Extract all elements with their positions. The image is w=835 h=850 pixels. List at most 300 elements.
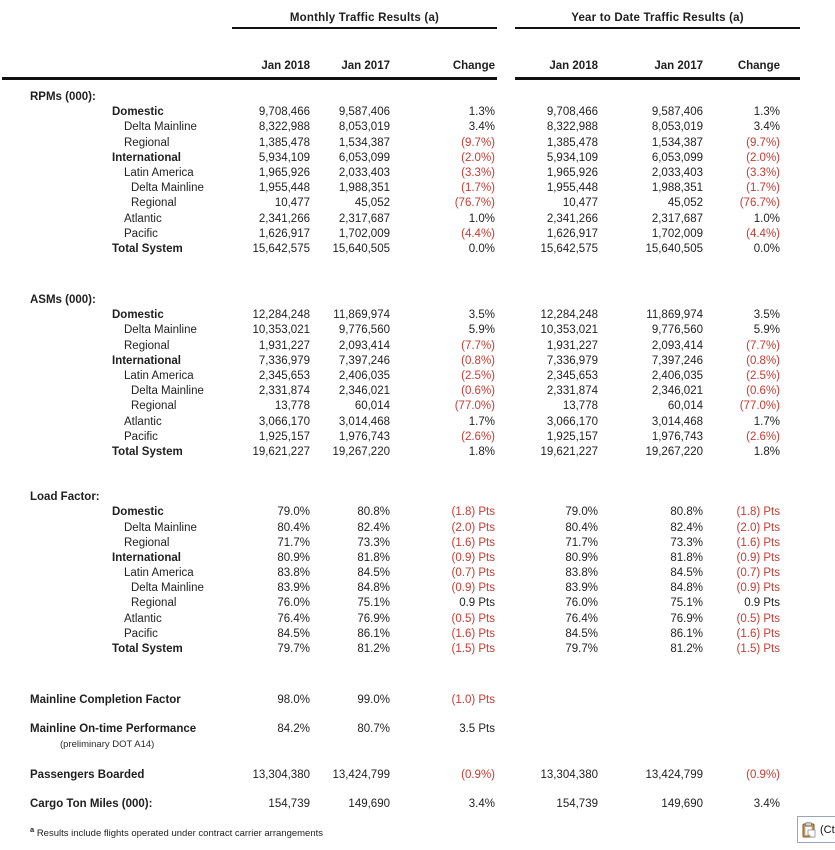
- cell-monthly-jan2018: 5,934,109: [258, 151, 310, 164]
- section-title: ASMs (000):: [30, 294, 96, 307]
- cell-ytd-jan2018: 2,345,653: [546, 370, 598, 382]
- cell-ytd-jan2017: 84.8%: [670, 582, 703, 595]
- cell-monthly-jan2018: 8,322,988: [258, 121, 310, 134]
- section-title: Load Factor:: [30, 491, 100, 504]
- cell-monthly-jan2017: 6,053,099: [338, 151, 390, 164]
- cell-monthly-change: (2.6%): [461, 430, 495, 443]
- cell-ytd-jan2018: 8,322,988: [546, 121, 598, 134]
- cell-ytd-jan2017: 73.3%: [670, 536, 703, 549]
- row-label: Delta Mainline: [131, 182, 204, 195]
- cell-ytd-change: (1.6) Pts: [736, 627, 780, 640]
- metric-label: Cargo Ton Miles (000):: [30, 797, 153, 810]
- cell-ytd-change: (1.5) Pts: [736, 643, 780, 655]
- cell-ytd-change: 5.9%: [753, 324, 780, 337]
- table-row: [0, 136, 835, 151]
- metric-cell-monthly-jan2018: 98.0%: [277, 694, 310, 707]
- cell-ytd-jan2018: 13,778: [562, 400, 598, 413]
- row-label: Delta Mainline: [131, 385, 204, 398]
- cell-monthly-jan2018: 9,708,466: [258, 106, 310, 119]
- cell-ytd-jan2017: 8,053,019: [651, 121, 703, 134]
- cell-monthly-jan2017: 1,702,009: [338, 227, 390, 240]
- cell-monthly-change: 5.9%: [468, 324, 495, 337]
- section-title-row: [0, 90, 835, 105]
- table-row: [0, 430, 835, 445]
- table-row: [0, 120, 835, 135]
- cell-ytd-jan2018: 3,066,170: [546, 415, 598, 428]
- cell-monthly-change: (2.0) Pts: [451, 521, 495, 534]
- cell-ytd-jan2017: 7,397,246: [651, 354, 703, 367]
- table-row: [0, 551, 835, 566]
- table-row: [0, 399, 835, 414]
- table-row: [0, 505, 835, 520]
- table-row: [0, 181, 835, 196]
- row-label: Latin America: [124, 370, 194, 382]
- metric-cell-monthly-jan2017: 80.7%: [357, 723, 390, 736]
- cell-ytd-jan2018: 9,708,466: [546, 106, 598, 119]
- cell-monthly-change: 3.5%: [468, 309, 495, 322]
- row-label: International: [112, 551, 182, 564]
- metric-cell-monthly-jan2017: 149,690: [348, 797, 390, 810]
- row-label: Latin America: [124, 166, 194, 179]
- cell-ytd-jan2018: 1,965,926: [546, 166, 598, 179]
- table-row: [0, 196, 835, 211]
- table-row: [0, 323, 835, 338]
- header-rule-left: [2, 77, 497, 80]
- table-row: [0, 596, 835, 611]
- cell-ytd-change: (0.9) Pts: [736, 551, 780, 564]
- cell-monthly-jan2017: 73.3%: [357, 536, 390, 549]
- cell-monthly-jan2018: 15,642,575: [252, 242, 310, 255]
- row-label: Total System: [112, 445, 183, 458]
- row-label: Delta Mainline: [124, 324, 197, 337]
- cell-ytd-change: 0.0%: [753, 242, 780, 255]
- cell-monthly-change: (0.7) Pts: [451, 567, 495, 580]
- metric-cell-ytd-change: 3.4%: [753, 797, 780, 810]
- cell-monthly-jan2018: 76.0%: [277, 597, 310, 610]
- cell-monthly-jan2018: 83.8%: [277, 567, 310, 580]
- cell-monthly-jan2017: 9,776,560: [338, 324, 390, 337]
- cell-monthly-change: 0.0%: [468, 242, 495, 255]
- cell-ytd-jan2018: 1,955,448: [546, 182, 598, 195]
- cell-ytd-change: (2.6%): [746, 430, 780, 443]
- cell-ytd-jan2017: 1,976,743: [651, 430, 703, 443]
- footnote-marker: a: [30, 825, 35, 834]
- cell-ytd-jan2017: 82.4%: [670, 521, 703, 534]
- cell-monthly-jan2018: 1,955,448: [258, 182, 310, 195]
- cell-monthly-change: (1.8) Pts: [451, 506, 495, 519]
- cell-monthly-jan2017: 81.2%: [357, 643, 390, 655]
- cell-ytd-jan2018: 2,331,874: [546, 385, 598, 398]
- cell-monthly-jan2018: 1,931,227: [258, 339, 310, 352]
- cell-monthly-jan2018: 1,385,478: [258, 136, 310, 149]
- cell-ytd-jan2017: 80.8%: [670, 506, 703, 519]
- row-label: Atlantic: [124, 415, 162, 428]
- cell-monthly-change: 1.7%: [468, 415, 495, 428]
- table-row: [0, 415, 835, 430]
- paste-options-label: (Ct: [820, 823, 835, 836]
- cell-ytd-change: 1.8%: [753, 445, 780, 458]
- cell-ytd-jan2017: 19,267,220: [645, 445, 703, 458]
- cell-monthly-jan2017: 2,317,687: [338, 212, 390, 225]
- cell-monthly-jan2018: 10,353,021: [252, 324, 310, 337]
- table-row: [0, 384, 835, 399]
- row-label: Total System: [112, 242, 183, 255]
- cell-ytd-change: (2.0%): [746, 151, 780, 164]
- cell-ytd-jan2017: 3,014,468: [651, 415, 703, 428]
- cell-ytd-jan2017: 2,317,687: [651, 212, 703, 225]
- cell-ytd-change: (2.5%): [746, 370, 780, 382]
- cell-ytd-jan2017: 2,093,414: [651, 339, 703, 352]
- cell-monthly-jan2017: 1,988,351: [338, 182, 390, 195]
- cell-ytd-change: (4.4%): [746, 227, 780, 240]
- cell-monthly-change: (3.3%): [461, 166, 495, 179]
- cell-monthly-change: (1.6) Pts: [451, 627, 495, 640]
- row-label: Regional: [124, 136, 170, 149]
- header-rule-right: [515, 77, 800, 80]
- cell-monthly-jan2017: 75.1%: [357, 597, 390, 610]
- cell-ytd-jan2018: 10,353,021: [540, 324, 598, 337]
- metric-row: [0, 693, 835, 708]
- cell-monthly-jan2018: 71.7%: [277, 536, 310, 549]
- metric-cell-ytd-jan2018: 13,304,380: [540, 768, 598, 781]
- cell-ytd-jan2018: 76.0%: [565, 597, 598, 610]
- cell-ytd-jan2017: 2,346,021: [651, 385, 703, 398]
- cell-ytd-jan2017: 2,406,035: [651, 370, 703, 382]
- cell-monthly-change: (1.6) Pts: [451, 536, 495, 549]
- metric-cell-monthly-jan2018: 154,739: [268, 797, 310, 810]
- cell-ytd-jan2017: 2,033,403: [651, 166, 703, 179]
- cell-ytd-change: (0.6%): [746, 385, 780, 398]
- metric-cell-monthly-jan2017: 99.0%: [357, 694, 390, 707]
- cell-monthly-change: (0.6%): [461, 385, 495, 398]
- cell-monthly-change: (77.0%): [454, 400, 495, 413]
- column-header-monthly-change: Change: [452, 60, 495, 72]
- row-label: Domestic: [112, 309, 164, 322]
- cell-monthly-jan2017: 84.8%: [357, 582, 390, 595]
- cell-monthly-jan2017: 86.1%: [357, 627, 390, 640]
- cell-monthly-jan2018: 1,925,157: [258, 430, 310, 443]
- metric-row: [0, 797, 835, 812]
- row-label: Pacific: [124, 227, 158, 240]
- cell-ytd-jan2017: 11,869,974: [646, 309, 703, 322]
- metric-cell-monthly-change: 3.5 Pts: [459, 723, 495, 736]
- group-title-ytd: Year to Date Traffic Results (a): [515, 12, 800, 29]
- cell-monthly-jan2018: 2,345,653: [258, 370, 310, 382]
- cell-ytd-jan2018: 1,385,478: [546, 136, 598, 149]
- table-row: [0, 105, 835, 120]
- cell-monthly-change: 1.0%: [468, 212, 495, 225]
- cell-monthly-jan2018: 2,331,874: [258, 385, 310, 398]
- table-row: [0, 566, 835, 581]
- cell-monthly-jan2018: 13,778: [274, 400, 310, 413]
- metric-cell-monthly-jan2017: 13,424,799: [332, 768, 390, 781]
- cell-monthly-jan2017: 2,033,403: [338, 166, 390, 179]
- cell-monthly-change: (0.8%): [461, 354, 495, 367]
- metric-row: [0, 722, 835, 750]
- cell-ytd-jan2017: 84.5%: [670, 567, 703, 580]
- table-row: [0, 627, 835, 642]
- cell-ytd-change: (0.5) Pts: [736, 612, 780, 625]
- metric-cell-ytd-jan2018: 154,739: [556, 797, 598, 810]
- cell-monthly-change: (0.9) Pts: [451, 582, 495, 595]
- cell-ytd-change: 1.3%: [753, 106, 780, 119]
- cell-monthly-jan2018: 80.4%: [277, 521, 310, 534]
- metric-cell-monthly-jan2018: 84.2%: [277, 723, 310, 736]
- column-header-row: [0, 59, 780, 74]
- cell-ytd-change: 1.0%: [753, 212, 780, 225]
- cell-monthly-jan2018: 79.7%: [277, 643, 310, 655]
- clipboard-paste-icon: [801, 822, 817, 838]
- cell-monthly-jan2018: 84.5%: [277, 627, 310, 640]
- row-label: Delta Mainline: [124, 521, 197, 534]
- cell-ytd-change: (1.6) Pts: [736, 536, 780, 549]
- cell-ytd-jan2017: 60,014: [667, 400, 703, 413]
- table-row: [0, 536, 835, 551]
- footnote: [0, 825, 835, 839]
- metric-label-cell: [0, 797, 230, 812]
- cell-monthly-jan2018: 12,284,248: [252, 309, 310, 322]
- cell-monthly-jan2017: 7,397,246: [338, 354, 390, 367]
- cell-monthly-change: (2.0%): [461, 151, 495, 164]
- cell-ytd-jan2018: 19,621,227: [540, 445, 598, 458]
- cell-monthly-jan2017: 76.9%: [357, 612, 390, 625]
- cell-monthly-change: 0.9 Pts: [459, 597, 495, 610]
- cell-ytd-change: (0.9) Pts: [736, 582, 780, 595]
- metric-cell-monthly-change: (1.0) Pts: [451, 694, 495, 707]
- table-sections: [0, 90, 835, 657]
- cell-ytd-jan2017: 9,587,406: [651, 106, 703, 119]
- cell-monthly-jan2018: 80.9%: [277, 551, 310, 564]
- cell-monthly-jan2017: 2,406,035: [338, 370, 390, 382]
- cell-ytd-change: 0.9 Pts: [744, 597, 780, 610]
- table-row: [0, 581, 835, 596]
- cell-ytd-jan2018: 1,626,917: [546, 227, 598, 240]
- cell-ytd-jan2018: 83.9%: [565, 582, 598, 595]
- cell-monthly-jan2018: 76.4%: [277, 612, 310, 625]
- cell-monthly-jan2017: 81.8%: [357, 551, 390, 564]
- cell-monthly-change: (0.9) Pts: [451, 551, 495, 564]
- cell-ytd-jan2017: 1,534,387: [651, 136, 703, 149]
- footnote-text: Results include flights operated under contract carrier arrangements: [36, 828, 324, 840]
- cell-monthly-jan2017: 60,014: [354, 400, 390, 413]
- metric-cell-ytd-jan2017: 149,690: [661, 797, 703, 810]
- cell-monthly-jan2018: 3,066,170: [258, 415, 310, 428]
- section-title: RPMs (000):: [30, 91, 96, 103]
- cell-monthly-jan2017: 1,976,743: [338, 430, 390, 443]
- cell-monthly-change: (2.5%): [461, 370, 495, 382]
- table-row: [0, 369, 835, 384]
- cell-monthly-change: 1.3%: [468, 106, 495, 119]
- metric-cell-monthly-jan2018: 13,304,380: [252, 768, 310, 781]
- cell-monthly-jan2017: 19,267,220: [332, 445, 390, 458]
- row-label: Delta Mainline: [131, 582, 204, 595]
- cell-ytd-jan2018: 71.7%: [565, 536, 598, 549]
- cell-monthly-jan2017: 3,014,468: [338, 415, 390, 428]
- table-row: [0, 339, 835, 354]
- table-body: [0, 90, 835, 839]
- cell-ytd-jan2018: 1,925,157: [546, 430, 598, 443]
- table-row: [0, 166, 835, 181]
- column-header-ytd-jan2017: Jan 2017: [654, 60, 703, 72]
- table-row: [0, 445, 835, 460]
- section-title-row: [0, 293, 835, 308]
- cell-monthly-jan2017: 84.5%: [357, 567, 390, 580]
- cell-monthly-jan2018: 1,626,917: [258, 227, 310, 240]
- cell-ytd-change: (2.0) Pts: [736, 521, 780, 534]
- cell-monthly-jan2018: 19,621,227: [252, 445, 310, 458]
- cell-ytd-jan2018: 2,341,266: [546, 212, 598, 225]
- cell-monthly-change: (1.7%): [461, 182, 495, 195]
- column-header-monthly-jan2018: Jan 2018: [261, 60, 310, 72]
- cell-ytd-change: (0.7) Pts: [736, 567, 780, 580]
- cell-monthly-change: (0.5) Pts: [451, 612, 495, 625]
- table-row: [0, 242, 835, 257]
- row-label: International: [112, 151, 182, 164]
- cell-monthly-jan2018: 79.0%: [277, 506, 310, 519]
- cell-ytd-jan2017: 76.9%: [670, 612, 703, 625]
- cell-ytd-jan2018: 1,931,227: [546, 339, 598, 352]
- row-label: Regional: [124, 339, 170, 352]
- cell-monthly-change: (4.4%): [461, 227, 495, 240]
- cell-ytd-change: (1.8) Pts: [736, 506, 780, 519]
- table-row: [0, 212, 835, 227]
- column-header-ytd-change: Change: [737, 60, 780, 72]
- cell-ytd-jan2018: 84.5%: [565, 627, 598, 640]
- cell-ytd-jan2017: 9,776,560: [651, 324, 703, 337]
- cell-ytd-jan2017: 81.2%: [670, 643, 703, 655]
- column-header-monthly-jan2017: Jan 2017: [341, 60, 390, 72]
- cell-monthly-jan2017: 9,587,406: [338, 106, 390, 119]
- row-label: Regional: [131, 400, 177, 413]
- cell-ytd-change: (1.7%): [746, 182, 780, 195]
- metric-label-cell: [0, 722, 230, 750]
- metric-cell-monthly-change: (0.9%): [461, 768, 495, 781]
- cell-monthly-jan2018: 83.9%: [277, 582, 310, 595]
- metric-cell-ytd-jan2017: 13,424,799: [645, 768, 703, 781]
- table-row: [0, 521, 835, 536]
- cell-ytd-jan2017: 45,052: [667, 197, 703, 210]
- metric-cell-ytd-change: (0.9%): [746, 768, 780, 781]
- row-label: Pacific: [124, 430, 158, 443]
- row-label: Delta Mainline: [124, 121, 197, 134]
- row-label: Regional: [124, 536, 170, 549]
- cell-ytd-jan2017: 75.1%: [670, 597, 703, 610]
- metric-label: Passengers Boarded: [30, 768, 145, 781]
- metric-label: Mainline Completion Factor: [30, 694, 181, 707]
- metric-label: Mainline On-time Performance: [30, 723, 197, 736]
- cell-monthly-change: (76.7%): [454, 197, 495, 210]
- metric-label-cell: [0, 768, 230, 783]
- cell-monthly-change: (7.7%): [461, 339, 495, 352]
- cell-monthly-jan2017: 82.4%: [357, 521, 390, 534]
- cell-monthly-jan2017: 2,093,414: [338, 339, 390, 352]
- paste-options-button[interactable]: [797, 816, 835, 843]
- row-label: Total System: [112, 643, 183, 655]
- cell-ytd-jan2018: 80.9%: [565, 551, 598, 564]
- metric-row: [0, 768, 835, 783]
- table-row: [0, 642, 835, 657]
- section-title-row: [0, 490, 835, 505]
- cell-monthly-change: 3.4%: [468, 121, 495, 134]
- cell-ytd-jan2018: 76.4%: [565, 612, 598, 625]
- cell-monthly-change: (1.5) Pts: [451, 643, 495, 655]
- cell-ytd-jan2018: 79.0%: [565, 506, 598, 519]
- row-label: Regional: [131, 197, 177, 210]
- row-label: Regional: [131, 597, 177, 610]
- cell-ytd-jan2017: 81.8%: [670, 551, 703, 564]
- section: [0, 90, 835, 257]
- metric-label-cell: [0, 693, 230, 708]
- cell-monthly-jan2017: 80.8%: [357, 506, 390, 519]
- cell-ytd-jan2017: 1,702,009: [651, 227, 703, 240]
- cell-ytd-jan2017: 15,640,505: [645, 242, 703, 255]
- cell-monthly-change: (9.7%): [461, 136, 495, 149]
- cell-monthly-jan2017: 45,052: [354, 197, 390, 210]
- metric-cell-monthly-change: 3.4%: [468, 797, 495, 810]
- table-row: [0, 308, 835, 323]
- cell-ytd-change: (77.0%): [739, 400, 780, 413]
- row-label: Domestic: [112, 506, 164, 519]
- cell-monthly-jan2017: 1,534,387: [338, 136, 390, 149]
- cell-monthly-jan2018: 2,341,266: [258, 212, 310, 225]
- row-label: Domestic: [112, 106, 164, 119]
- cell-ytd-jan2018: 7,336,979: [546, 354, 598, 367]
- section: [0, 490, 835, 657]
- cell-ytd-change: 3.4%: [753, 121, 780, 134]
- summary-metrics: [0, 693, 835, 812]
- table-row: [0, 227, 835, 242]
- cell-ytd-jan2018: 83.8%: [565, 567, 598, 580]
- cell-monthly-jan2017: 8,053,019: [338, 121, 390, 134]
- cell-ytd-jan2018: 79.7%: [565, 643, 598, 655]
- cell-monthly-jan2017: 15,640,505: [332, 242, 390, 255]
- cell-ytd-jan2018: 80.4%: [565, 521, 598, 534]
- cell-monthly-jan2018: 1,965,926: [258, 166, 310, 179]
- row-label: Pacific: [124, 627, 158, 640]
- cell-ytd-jan2018: 5,934,109: [546, 151, 598, 164]
- table-row: [0, 354, 835, 369]
- cell-ytd-jan2017: 6,053,099: [651, 151, 703, 164]
- table-row: [0, 151, 835, 166]
- cell-ytd-jan2018: 12,284,248: [540, 309, 598, 322]
- row-label: Latin America: [124, 567, 194, 580]
- cell-ytd-change: 1.7%: [753, 415, 780, 428]
- section: [0, 293, 835, 460]
- cell-ytd-change: (7.7%): [746, 339, 780, 352]
- cell-ytd-change: (3.3%): [746, 166, 780, 179]
- cell-ytd-jan2017: 1,988,351: [651, 182, 703, 195]
- row-label: Atlantic: [124, 612, 162, 625]
- cell-monthly-jan2017: 2,346,021: [338, 385, 390, 398]
- cell-monthly-jan2017: 11,869,974: [333, 309, 390, 322]
- metric-sublabel: (preliminary DOT A14): [60, 738, 155, 750]
- row-label: International: [112, 354, 182, 367]
- cell-ytd-change: 3.5%: [753, 309, 780, 322]
- group-title-monthly: Monthly Traffic Results (a): [232, 12, 497, 29]
- cell-monthly-jan2018: 7,336,979: [258, 354, 310, 367]
- cell-ytd-jan2018: 10,477: [562, 197, 598, 210]
- table-row: [0, 612, 835, 627]
- cell-ytd-change: (0.8%): [746, 354, 780, 367]
- row-label: Atlantic: [124, 212, 162, 225]
- cell-monthly-jan2018: 10,477: [274, 197, 310, 210]
- cell-ytd-jan2018: 15,642,575: [540, 242, 598, 255]
- column-header-ytd-jan2018: Jan 2018: [549, 60, 598, 72]
- cell-ytd-change: (76.7%): [739, 197, 780, 210]
- cell-ytd-change: (9.7%): [746, 136, 780, 149]
- cell-ytd-jan2017: 86.1%: [670, 627, 703, 640]
- cell-monthly-change: 1.8%: [468, 445, 495, 458]
